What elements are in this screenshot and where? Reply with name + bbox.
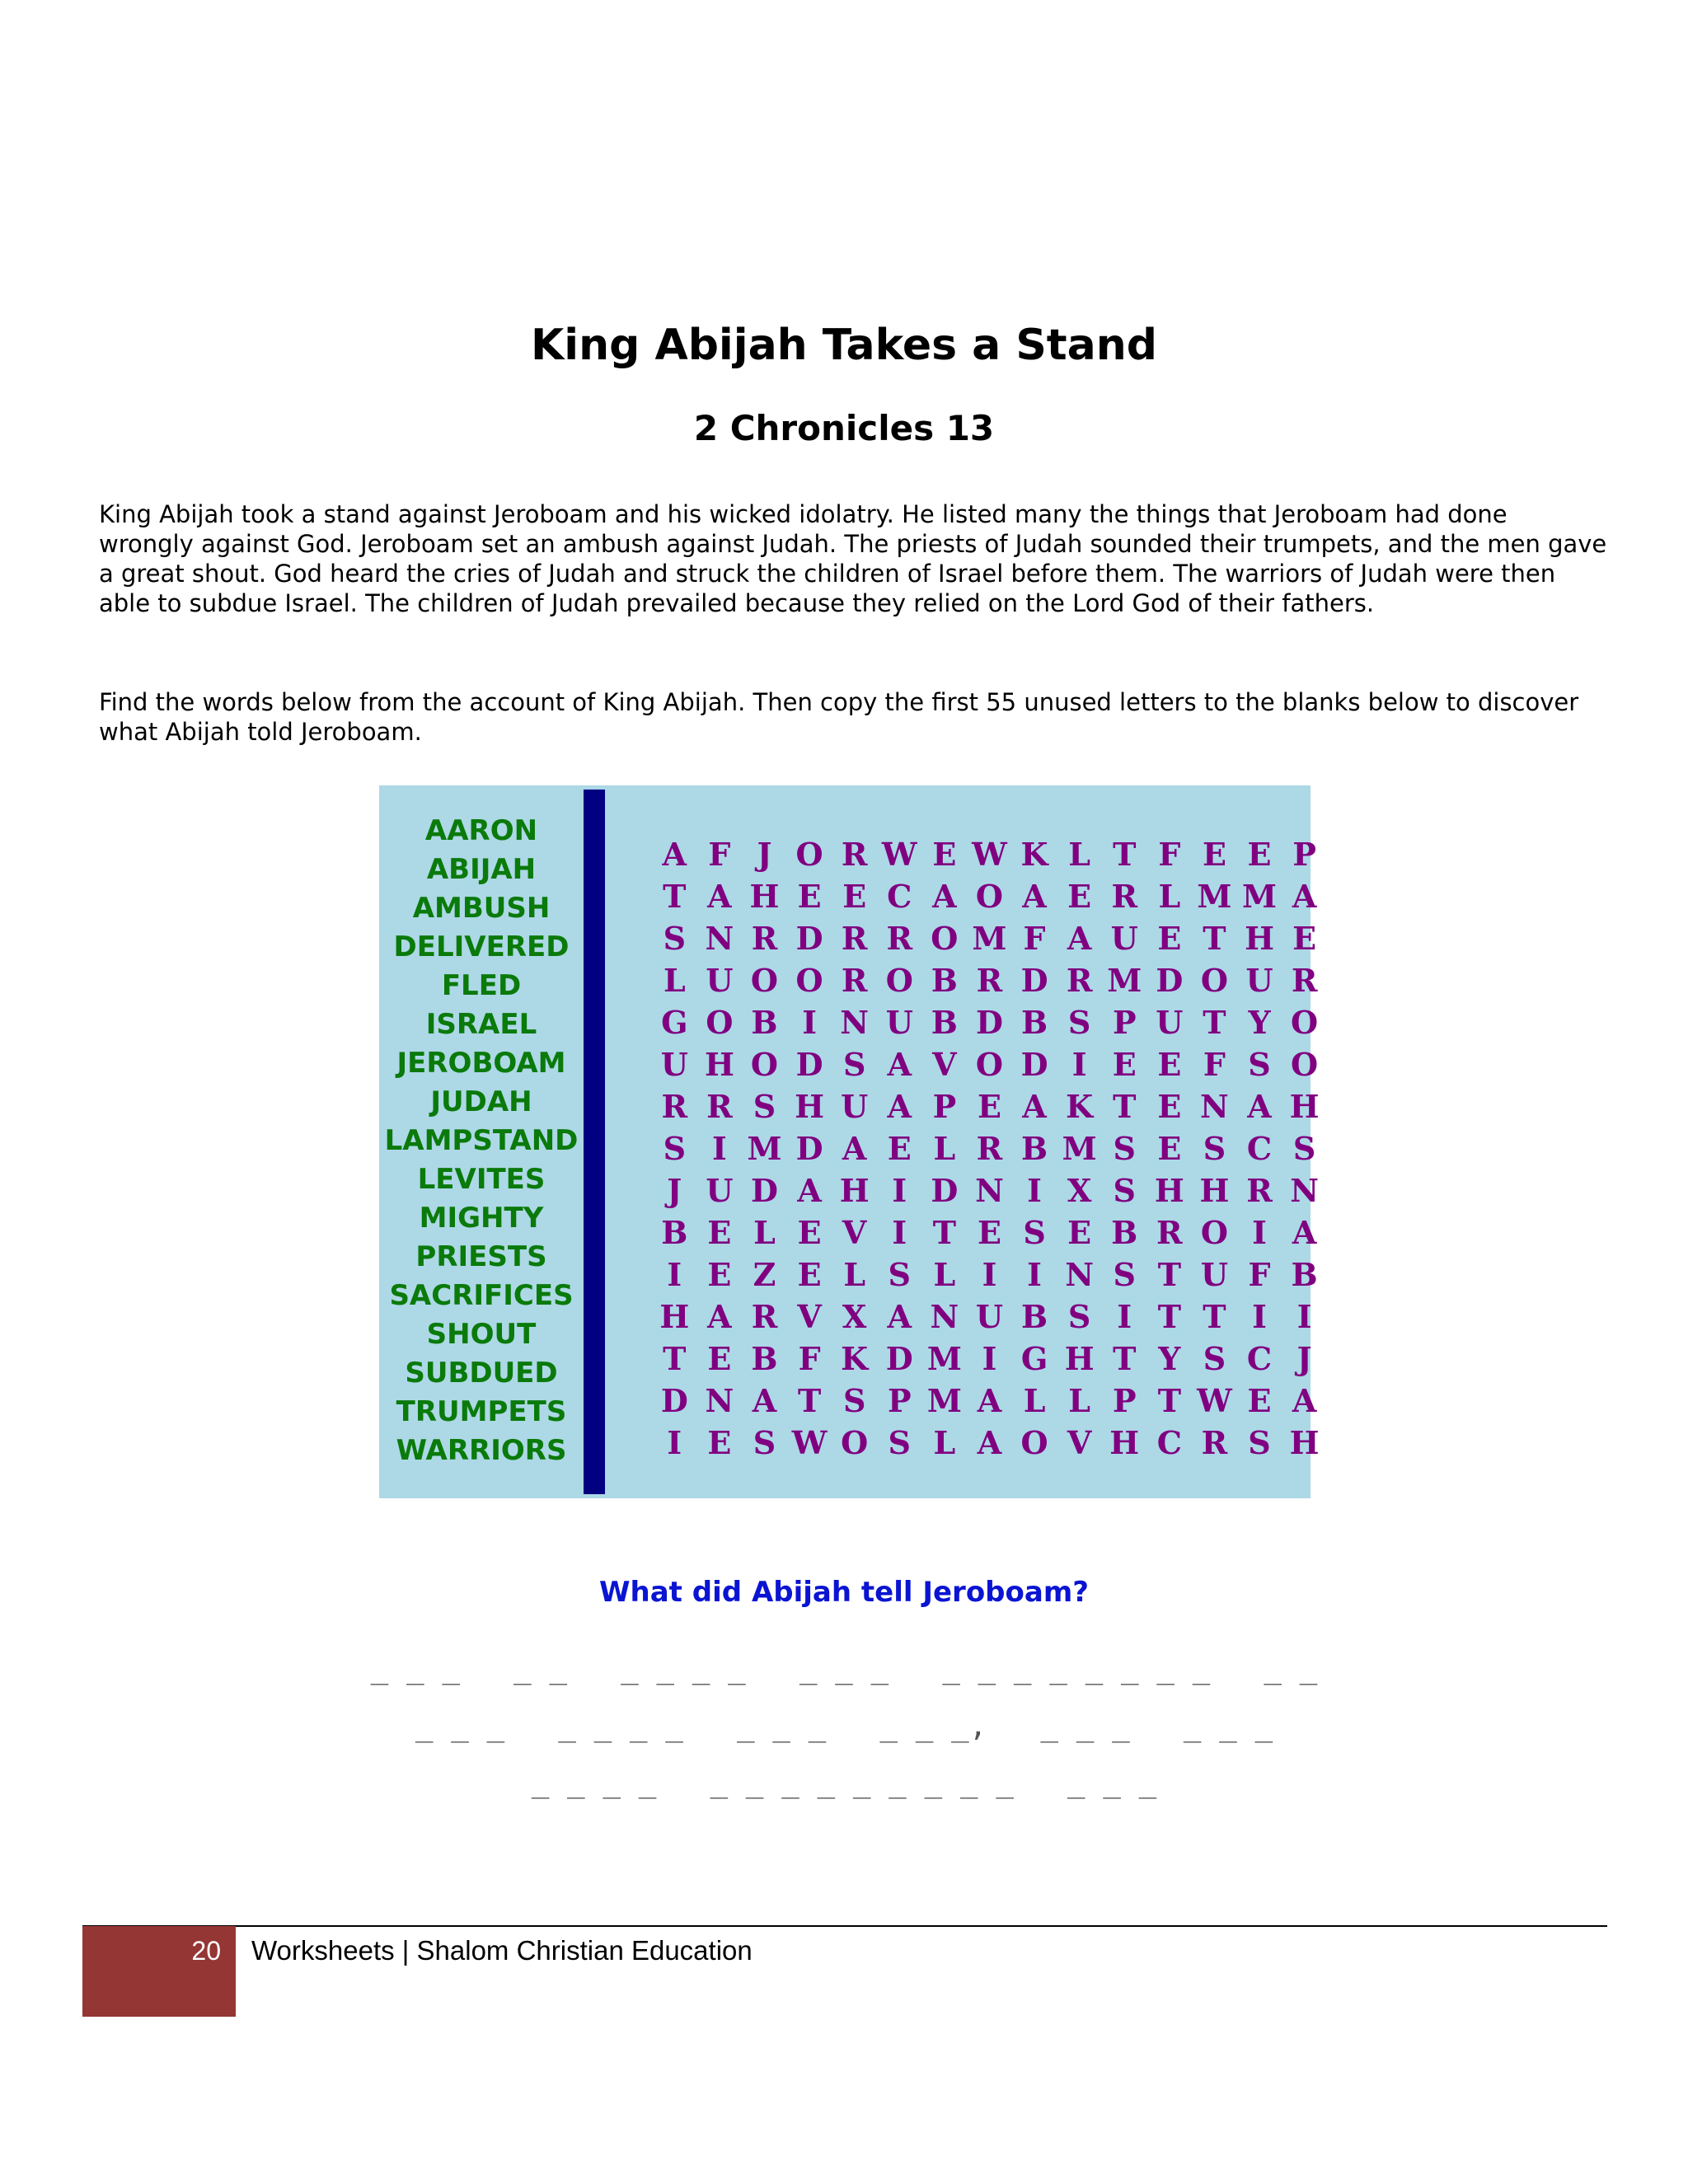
- grid-letter[interactable]: I: [1117, 1298, 1132, 1335]
- grid-letter[interactable]: O: [1020, 1424, 1048, 1461]
- puzzle-divider: [584, 790, 605, 1494]
- word-list-item: DELIVERED: [393, 930, 570, 963]
- grid-letter[interactable]: B: [931, 962, 958, 999]
- grid-letter[interactable]: D: [795, 1046, 823, 1083]
- grid-letter[interactable]: A: [977, 1382, 1002, 1419]
- grid-letter[interactable]: H: [1289, 1424, 1320, 1461]
- grid-letter[interactable]: S: [842, 1046, 866, 1083]
- grid-letter[interactable]: H: [704, 1046, 734, 1083]
- grid-letter[interactable]: S: [1248, 1424, 1271, 1461]
- grid-letter[interactable]: N: [1290, 1172, 1319, 1209]
- grid-letter[interactable]: S: [888, 1424, 911, 1461]
- grid-letter[interactable]: M: [1241, 878, 1278, 915]
- grid-letter[interactable]: I: [1027, 1172, 1042, 1209]
- grid-letter[interactable]: T: [663, 1340, 687, 1377]
- grid-letter[interactable]: T: [932, 1214, 956, 1251]
- grid-letter[interactable]: F: [708, 836, 731, 873]
- grid-letter[interactable]: S: [753, 1424, 776, 1461]
- grid-letter[interactable]: S: [1292, 1130, 1316, 1167]
- grid-letter[interactable]: O: [750, 1046, 779, 1083]
- grid-letter[interactable]: E: [1157, 1130, 1182, 1167]
- grid-letter[interactable]: E: [707, 1256, 732, 1293]
- grid-letter[interactable]: N: [705, 920, 734, 957]
- grid-letter[interactable]: I: [1296, 1298, 1312, 1335]
- grid-letter[interactable]: E: [707, 1424, 732, 1461]
- grid-letter[interactable]: G: [1020, 1340, 1048, 1377]
- grid-letter[interactable]: M: [1107, 962, 1142, 999]
- grid-letter[interactable]: W: [791, 1424, 828, 1461]
- answer-blanks-line-3[interactable]: _ _ _ _ _ _ _ _ _ _ _ _ _ _ _ _: [531, 1765, 1157, 1799]
- grid-letter[interactable]: S: [1203, 1340, 1226, 1377]
- grid-letter[interactable]: A: [662, 836, 687, 873]
- grid-letter[interactable]: D: [1020, 1046, 1048, 1083]
- grid-letter[interactable]: M: [747, 1130, 782, 1167]
- grid-letter[interactable]: E: [887, 1130, 912, 1167]
- grid-letter[interactable]: L: [933, 1130, 956, 1167]
- grid-letter[interactable]: X: [1067, 1172, 1092, 1209]
- grid-letter[interactable]: R: [841, 836, 868, 873]
- grid-letter[interactable]: U: [1156, 1004, 1184, 1041]
- grid-letter[interactable]: N: [975, 1172, 1004, 1209]
- grid-letter[interactable]: O: [1200, 962, 1228, 999]
- grid-letter[interactable]: T: [1113, 836, 1137, 873]
- grid-letter[interactable]: A: [1292, 1214, 1317, 1251]
- grid-letter[interactable]: A: [1247, 1088, 1272, 1125]
- word-list-item: WARRIORS: [396, 1434, 567, 1467]
- grid-letter[interactable]: N: [705, 1382, 734, 1419]
- grid-letter[interactable]: U: [1200, 1256, 1228, 1293]
- grid-letter[interactable]: R: [1066, 962, 1093, 999]
- letter-grid: [652, 833, 1327, 1464]
- grid-letter[interactable]: W: [1197, 1382, 1232, 1419]
- grid-letter[interactable]: X: [842, 1298, 867, 1335]
- word-list-item: MIGHTY: [419, 1202, 544, 1235]
- grid-letter[interactable]: V: [1067, 1424, 1092, 1461]
- grid-letter[interactable]: B: [1020, 1004, 1048, 1041]
- word-list-item: JEROBOAM: [396, 1047, 566, 1080]
- grid-letter[interactable]: E: [1157, 920, 1182, 957]
- word-list-item: LAMPSTAND: [384, 1124, 579, 1157]
- grid-letter[interactable]: T: [1113, 1340, 1137, 1377]
- grid-letter[interactable]: A: [1292, 878, 1317, 915]
- grid-letter[interactable]: H: [1199, 1172, 1230, 1209]
- grid-letter[interactable]: E: [1157, 1046, 1182, 1083]
- grid-letter[interactable]: I: [892, 1172, 907, 1209]
- grid-letter[interactable]: R: [751, 1298, 778, 1335]
- grid-letter[interactable]: R: [1246, 1172, 1273, 1209]
- grid-letter[interactable]: U: [975, 1298, 1004, 1335]
- page-number: 20: [191, 1936, 221, 1966]
- grid-letter[interactable]: Z: [753, 1256, 776, 1293]
- answer-blanks-line-2[interactable]: _ _ _ _ _ _ _ _ _ _ _ _ _, _ _ _ _ _ _: [415, 1709, 1273, 1743]
- grid-letter[interactable]: C: [1246, 1340, 1273, 1377]
- grid-letter[interactable]: E: [707, 1340, 732, 1377]
- grid-letter[interactable]: A: [1292, 1382, 1317, 1419]
- grid-letter[interactable]: O: [750, 962, 779, 999]
- grid-letter[interactable]: D: [795, 1130, 823, 1167]
- grid-letter[interactable]: O: [975, 1046, 1003, 1083]
- word-list: [379, 812, 584, 1470]
- grid-letter[interactable]: E: [977, 1214, 1001, 1251]
- grid-letter[interactable]: A: [842, 1130, 867, 1167]
- grid-letter[interactable]: O: [1291, 1004, 1319, 1041]
- grid-letter[interactable]: S: [1248, 1046, 1271, 1083]
- grid-letter[interactable]: E: [932, 836, 957, 873]
- grid-letter[interactable]: E: [977, 1088, 1001, 1125]
- word-list-item: AARON: [424, 814, 538, 847]
- page-title: King Abijah Takes a Stand: [531, 321, 1157, 370]
- grid-letter[interactable]: C: [1246, 1130, 1273, 1167]
- grid-letter[interactable]: T: [797, 1382, 822, 1419]
- word-list-item: SACRIFICES: [389, 1279, 574, 1312]
- grid-letter[interactable]: T: [1203, 1004, 1226, 1041]
- word-search-puzzle: [379, 785, 1320, 1498]
- grid-letter[interactable]: M: [972, 920, 1007, 957]
- grid-letter[interactable]: E: [1247, 836, 1272, 873]
- grid-letter[interactable]: E: [1247, 1382, 1272, 1419]
- grid-letter[interactable]: S: [1113, 1256, 1136, 1293]
- grid-letter[interactable]: O: [1291, 1046, 1319, 1083]
- grid-letter[interactable]: O: [841, 1424, 869, 1461]
- grid-letter[interactable]: B: [1291, 1256, 1318, 1293]
- grid-letter[interactable]: L: [843, 1256, 866, 1293]
- grid-letter[interactable]: D: [1020, 962, 1048, 999]
- grid-letter[interactable]: F: [798, 1340, 821, 1377]
- grid-letter[interactable]: J: [757, 836, 772, 873]
- grid-letter[interactable]: T: [1113, 1088, 1137, 1125]
- grid-letter[interactable]: O: [795, 962, 823, 999]
- grid-letter[interactable]: E: [1112, 1046, 1137, 1083]
- grid-letter[interactable]: H: [1154, 1172, 1184, 1209]
- grid-letter[interactable]: S: [1113, 1130, 1136, 1167]
- grid-letter[interactable]: O: [975, 878, 1003, 915]
- grid-letter[interactable]: R: [886, 920, 913, 957]
- grid-letter[interactable]: B: [751, 1340, 778, 1377]
- grid-letter[interactable]: A: [1022, 878, 1047, 915]
- grid-letter[interactable]: O: [931, 920, 959, 957]
- grid-letter[interactable]: L: [753, 1214, 776, 1251]
- grid-letter[interactable]: S: [842, 1382, 866, 1419]
- grid-letter[interactable]: N: [840, 1004, 870, 1041]
- grid-letter[interactable]: T: [1157, 1382, 1181, 1419]
- grid-letter[interactable]: J: [1296, 1340, 1312, 1377]
- grid-letter[interactable]: E: [1157, 1088, 1182, 1125]
- grid-letter[interactable]: D: [1156, 962, 1184, 999]
- grid-letter[interactable]: T: [1203, 1298, 1226, 1335]
- grid-letter[interactable]: E: [1067, 878, 1092, 915]
- grid-letter[interactable]: D: [975, 1004, 1003, 1041]
- grid-letter[interactable]: Y: [1158, 1340, 1181, 1377]
- grid-letter[interactable]: S: [663, 920, 687, 957]
- grid-letter[interactable]: T: [663, 878, 687, 915]
- grid-letter[interactable]: H: [795, 1088, 825, 1125]
- grid-letter[interactable]: B: [661, 1214, 688, 1251]
- footer-text: Worksheets | Shalom Christian Education: [251, 1935, 753, 1966]
- grid-letter[interactable]: U: [706, 962, 734, 999]
- grid-letter[interactable]: M: [1197, 878, 1232, 915]
- grid-letter[interactable]: I: [982, 1340, 997, 1377]
- grid-letter[interactable]: T: [1157, 1256, 1181, 1293]
- grid-letter[interactable]: B: [931, 1004, 958, 1041]
- grid-letter[interactable]: R: [841, 962, 868, 999]
- grid-letter[interactable]: A: [707, 1298, 732, 1335]
- grid-letter[interactable]: P: [1292, 836, 1316, 873]
- grid-letter[interactable]: S: [1023, 1214, 1046, 1251]
- grid-letter[interactable]: B: [751, 1004, 778, 1041]
- grid-letter[interactable]: U: [706, 1172, 734, 1209]
- grid-letter[interactable]: D: [751, 1172, 778, 1209]
- grid-letter[interactable]: K: [1066, 1088, 1094, 1125]
- grid-letter[interactable]: E: [1202, 836, 1226, 873]
- grid-letter[interactable]: M: [926, 1340, 962, 1377]
- word-list-item: PRIESTS: [415, 1240, 547, 1273]
- grid-letter[interactable]: A: [1022, 1088, 1047, 1125]
- grid-letter[interactable]: J: [667, 1172, 682, 1209]
- grid-letter[interactable]: H: [1109, 1424, 1140, 1461]
- word-list-item: ISRAEL: [425, 1008, 537, 1041]
- grid-letter[interactable]: H: [1289, 1088, 1320, 1125]
- grid-letter[interactable]: S: [1113, 1172, 1136, 1209]
- grid-letter[interactable]: S: [1067, 1298, 1091, 1335]
- grid-letter[interactable]: H: [1064, 1340, 1095, 1377]
- grid-letter[interactable]: P: [932, 1088, 957, 1125]
- grid-letter[interactable]: M: [1062, 1130, 1097, 1167]
- grid-letter[interactable]: C: [887, 878, 912, 915]
- grid-letter[interactable]: H: [659, 1298, 690, 1335]
- grid-letter[interactable]: D: [931, 1172, 959, 1209]
- grid-letter[interactable]: F: [1248, 1256, 1271, 1293]
- grid-letter[interactable]: L: [1158, 878, 1181, 915]
- grid-letter[interactable]: W: [972, 836, 1007, 873]
- word-list-item: TRUMPETS: [396, 1395, 567, 1428]
- grid-letter[interactable]: A: [887, 1046, 912, 1083]
- grid-letter[interactable]: E: [707, 1214, 732, 1251]
- question-heading: What did Abijah tell Jeroboam?: [599, 1576, 1089, 1609]
- page-subtitle: 2 Chronicles 13: [693, 408, 995, 448]
- grid-letter[interactable]: N: [1065, 1256, 1094, 1293]
- word-list-item: SHOUT: [426, 1318, 537, 1351]
- grid-letter[interactable]: I: [1071, 1046, 1087, 1083]
- grid-letter[interactable]: L: [1068, 836, 1090, 873]
- grid-letter[interactable]: N: [1200, 1088, 1229, 1125]
- grid-letter[interactable]: A: [887, 1088, 912, 1125]
- grid-letter[interactable]: V: [932, 1046, 957, 1083]
- grid-letter[interactable]: O: [795, 836, 823, 873]
- grid-letter[interactable]: L: [1068, 1382, 1090, 1419]
- grid-letter[interactable]: I: [802, 1004, 817, 1041]
- grid-letter[interactable]: E: [1292, 920, 1317, 957]
- grid-letter[interactable]: D: [795, 920, 823, 957]
- grid-letter[interactable]: P: [1112, 1382, 1137, 1419]
- grid-letter[interactable]: K: [841, 1340, 869, 1377]
- grid-letter[interactable]: N: [930, 1298, 959, 1335]
- word-list-item: FLED: [441, 969, 522, 1002]
- grid-letter[interactable]: Y: [1248, 1004, 1271, 1041]
- grid-letter[interactable]: I: [982, 1256, 997, 1293]
- grid-letter[interactable]: I: [667, 1424, 682, 1461]
- grid-letter[interactable]: L: [663, 962, 686, 999]
- grid-letter[interactable]: U: [841, 1088, 869, 1125]
- grid-letter[interactable]: M: [926, 1382, 962, 1419]
- grid-letter[interactable]: A: [752, 1382, 777, 1419]
- grid-letter[interactable]: S: [1067, 1004, 1091, 1041]
- grid-letter[interactable]: E: [797, 1256, 822, 1293]
- grid-letter[interactable]: W: [881, 836, 917, 873]
- page-number-box: [82, 1926, 236, 2017]
- grid-letter[interactable]: V: [797, 1298, 822, 1335]
- grid-letter[interactable]: R: [1291, 962, 1318, 999]
- grid-letter[interactable]: R: [1201, 1424, 1228, 1461]
- grid-letter[interactable]: F: [1023, 920, 1046, 957]
- grid-letter[interactable]: E: [1067, 1214, 1092, 1251]
- grid-letter[interactable]: T: [1203, 920, 1226, 957]
- grid-letter[interactable]: A: [707, 878, 732, 915]
- grid-letter[interactable]: P: [1112, 1004, 1137, 1041]
- grid-letter[interactable]: H: [839, 1172, 870, 1209]
- grid-letter[interactable]: F: [1203, 1046, 1226, 1083]
- grid-letter[interactable]: E: [797, 1214, 822, 1251]
- grid-letter[interactable]: I: [1252, 1214, 1267, 1251]
- grid-letter[interactable]: I: [892, 1214, 907, 1251]
- grid-letter[interactable]: B: [1111, 1214, 1138, 1251]
- grid-letter[interactable]: T: [1157, 1298, 1181, 1335]
- grid-letter[interactable]: O: [1200, 1214, 1228, 1251]
- word-list-item: SUBDUED: [405, 1357, 558, 1390]
- grid-letter[interactable]: B: [1020, 1298, 1048, 1335]
- grid-letter[interactable]: R: [976, 962, 1003, 999]
- grid-letter[interactable]: R: [841, 920, 868, 957]
- grid-letter[interactable]: S: [888, 1256, 911, 1293]
- grid-letter[interactable]: D: [660, 1382, 688, 1419]
- grid-letter[interactable]: V: [842, 1214, 867, 1251]
- grid-letter[interactable]: L: [933, 1424, 956, 1461]
- grid-letter[interactable]: E: [842, 878, 867, 915]
- grid-letter[interactable]: A: [797, 1172, 822, 1209]
- word-list-item: JUDAH: [430, 1085, 532, 1118]
- grid-letter[interactable]: H: [1245, 920, 1274, 957]
- grid-letter[interactable]: G: [661, 1004, 688, 1041]
- footer-rule: [82, 1925, 1607, 1927]
- instructions-paragraph: Find the words below from the account of King Abijah. Then copy the first 55 unused letters to the blanks below to discover what Abijah told Jeroboam.: [99, 688, 1579, 746]
- grid-letter[interactable]: A: [887, 1298, 912, 1335]
- grid-letter[interactable]: S: [1203, 1130, 1226, 1167]
- grid-letter[interactable]: H: [749, 878, 780, 915]
- grid-letter[interactable]: E: [797, 878, 822, 915]
- grid-letter[interactable]: F: [1158, 836, 1181, 873]
- grid-letter[interactable]: D: [885, 1340, 913, 1377]
- grid-letter[interactable]: R: [1156, 1214, 1183, 1251]
- answer-blanks-line-1[interactable]: _ _ _ _ _ _ _ _ _ _ _ _ _ _ _ _ _ _ _ _ _ _: [370, 1652, 1318, 1685]
- grid-letter[interactable]: U: [1245, 962, 1273, 999]
- grid-letter[interactable]: O: [706, 1004, 734, 1041]
- grid-letter[interactable]: B: [1020, 1130, 1048, 1167]
- grid-letter[interactable]: R: [1111, 878, 1138, 915]
- grid-letter[interactable]: A: [977, 1424, 1002, 1461]
- word-list-item: ABIJAH: [426, 853, 537, 886]
- grid-letter[interactable]: P: [887, 1382, 912, 1419]
- grid-letter[interactable]: R: [976, 1130, 1003, 1167]
- grid-letter[interactable]: K: [1020, 836, 1048, 873]
- grid-letter[interactable]: O: [885, 962, 913, 999]
- grid-letter[interactable]: I: [1252, 1298, 1267, 1335]
- grid-letter[interactable]: U: [885, 1004, 913, 1041]
- story-paragraph: King Abijah took a stand against Jeroboam and his wicked idolatry. He listed many the things that Jeroboam had done wrongly against God. Jeroboam set an ambush against Judah. The priests of Judah sounded their trumpets, and the men gave a great shout. God heard the cries of Judah and struck the children of Israel before them. The warriors of Judah were then able to subdue Israel. The children of Judah prevailed because they relied on the Lord God of their fathers.: [99, 500, 1607, 617]
- grid-letter[interactable]: C: [1156, 1424, 1182, 1461]
- grid-letter[interactable]: U: [1110, 920, 1138, 957]
- grid-letter[interactable]: L: [933, 1256, 956, 1293]
- grid-letter[interactable]: S: [663, 1130, 687, 1167]
- grid-letter[interactable]: R: [661, 1088, 688, 1125]
- grid-letter[interactable]: S: [753, 1088, 776, 1125]
- word-list-item: AMBUSH: [412, 892, 551, 925]
- grid-letter[interactable]: I: [667, 1256, 682, 1293]
- grid-letter[interactable]: A: [1067, 920, 1092, 957]
- grid-letter[interactable]: R: [706, 1088, 733, 1125]
- grid-letter[interactable]: R: [751, 920, 778, 957]
- grid-letter[interactable]: I: [1027, 1256, 1042, 1293]
- grid-letter[interactable]: A: [932, 878, 957, 915]
- word-list-item: LEVITES: [417, 1163, 546, 1196]
- grid-letter[interactable]: I: [712, 1130, 727, 1167]
- grid-letter[interactable]: L: [1023, 1382, 1046, 1419]
- grid-letter[interactable]: U: [660, 1046, 688, 1083]
